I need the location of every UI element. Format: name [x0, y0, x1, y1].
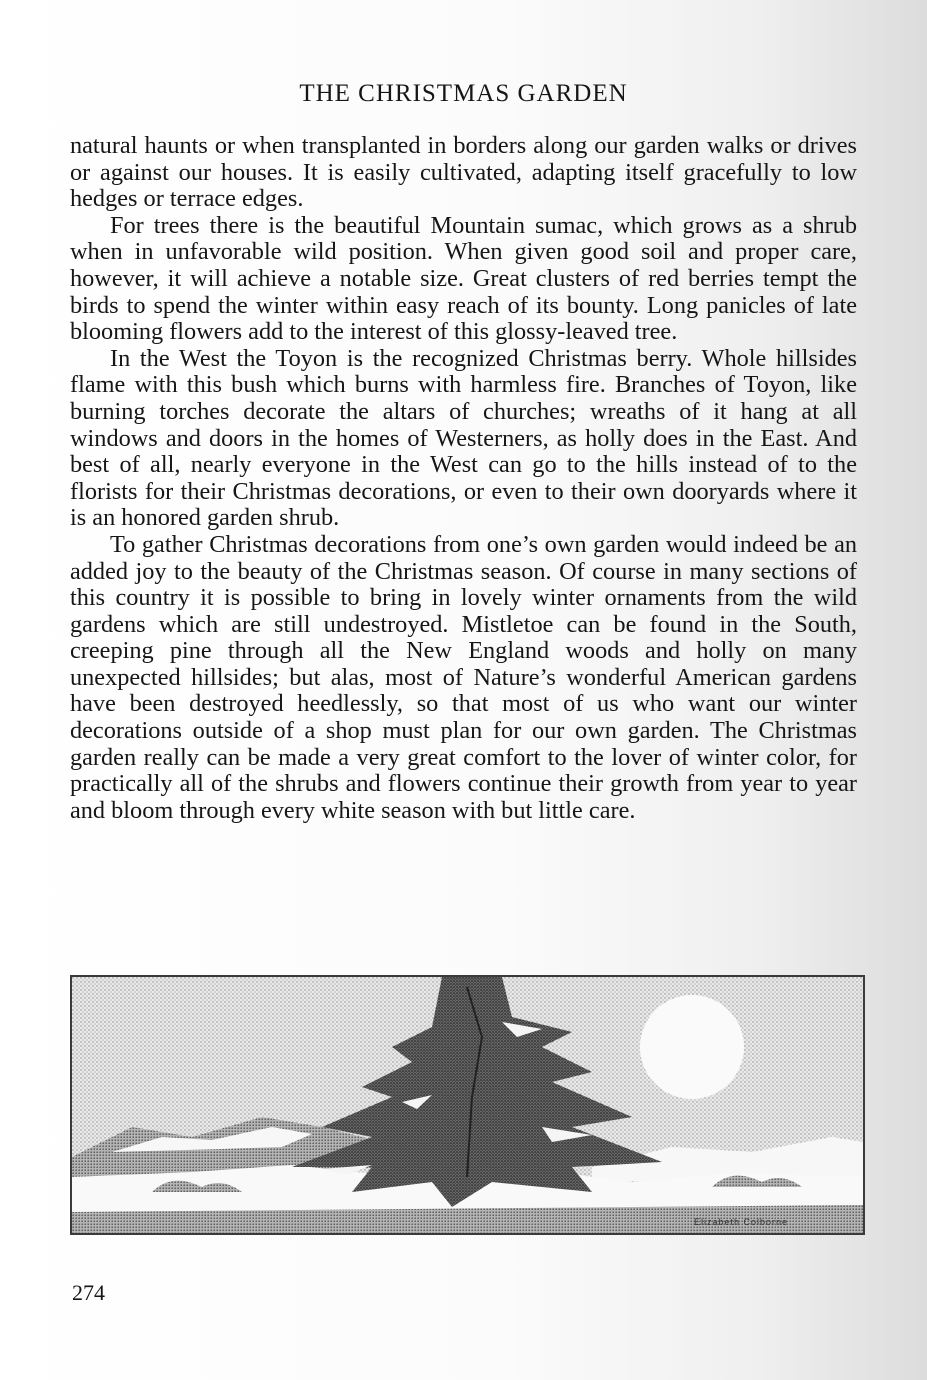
artist-signature: Elizabeth Colborne [694, 1217, 789, 1227]
paragraph-3: In the West the Toyon is the recognized Christmas berry. Whole hillsides flame with this bush which burns with harmless fire. Branches of Toyon, like burning torches decorate the altars of churches; wreaths of it hang at all windows and doors in the homes of Westerners, as holly does in the East. And best of all, nearly everyone in the West can go to the hills instead of to the florists for their Christmas decorations, or even to their own dooryards where it is an honored garden shrub. [70, 344, 857, 532]
page-number: 274 [72, 1280, 105, 1305]
stippled-landscape-image [72, 977, 863, 1233]
paragraph-4: To gather Christmas decorations from one’s own garden would indeed be an added joy to the beauty of the Christmas season. Of course in many sections of this country it is possible to bring in lovely winter ornaments from the wild gardens which are still undestroyed. Mistletoe can be found in the South, creeping pine through all the New England woods and holly on many unexpected hillsides; but alas, most of Nature’s wonderful American gardens have been destroyed heedlessly, so that most of us who want our winter decorations outside of a shop must plan for our own garden. The Christmas garden really can be made a very great comfort to the lover of winter color, for practically all of the shrubs and flowers continue their growth from year to year and bloom through every white season with but little care. [70, 530, 857, 824]
moon-shape [640, 995, 744, 1099]
body-text [70, 133, 857, 824]
winter-landscape-illustration [70, 975, 865, 1235]
running-head: THE CHRISTMAS GARDEN [299, 80, 628, 107]
paragraph-1: natural haunts or when transplanted in borders along our garden walks or drives or against our houses. It is easily cultivated, adapting itself gracefully to low hedges or terrace edges. [70, 132, 857, 213]
paragraph-2: For trees there is the beautiful Mountain sumac, which grows as a shrub when in unfavorable wild position. When given good soil and proper care, however, it will achieve a notable size. Great clusters of red berries tempt the birds to spend the winter within easy reach of its bounty. Long panicles of late blooming flowers add to the interest of this glossy-leaved tree. [70, 211, 857, 346]
